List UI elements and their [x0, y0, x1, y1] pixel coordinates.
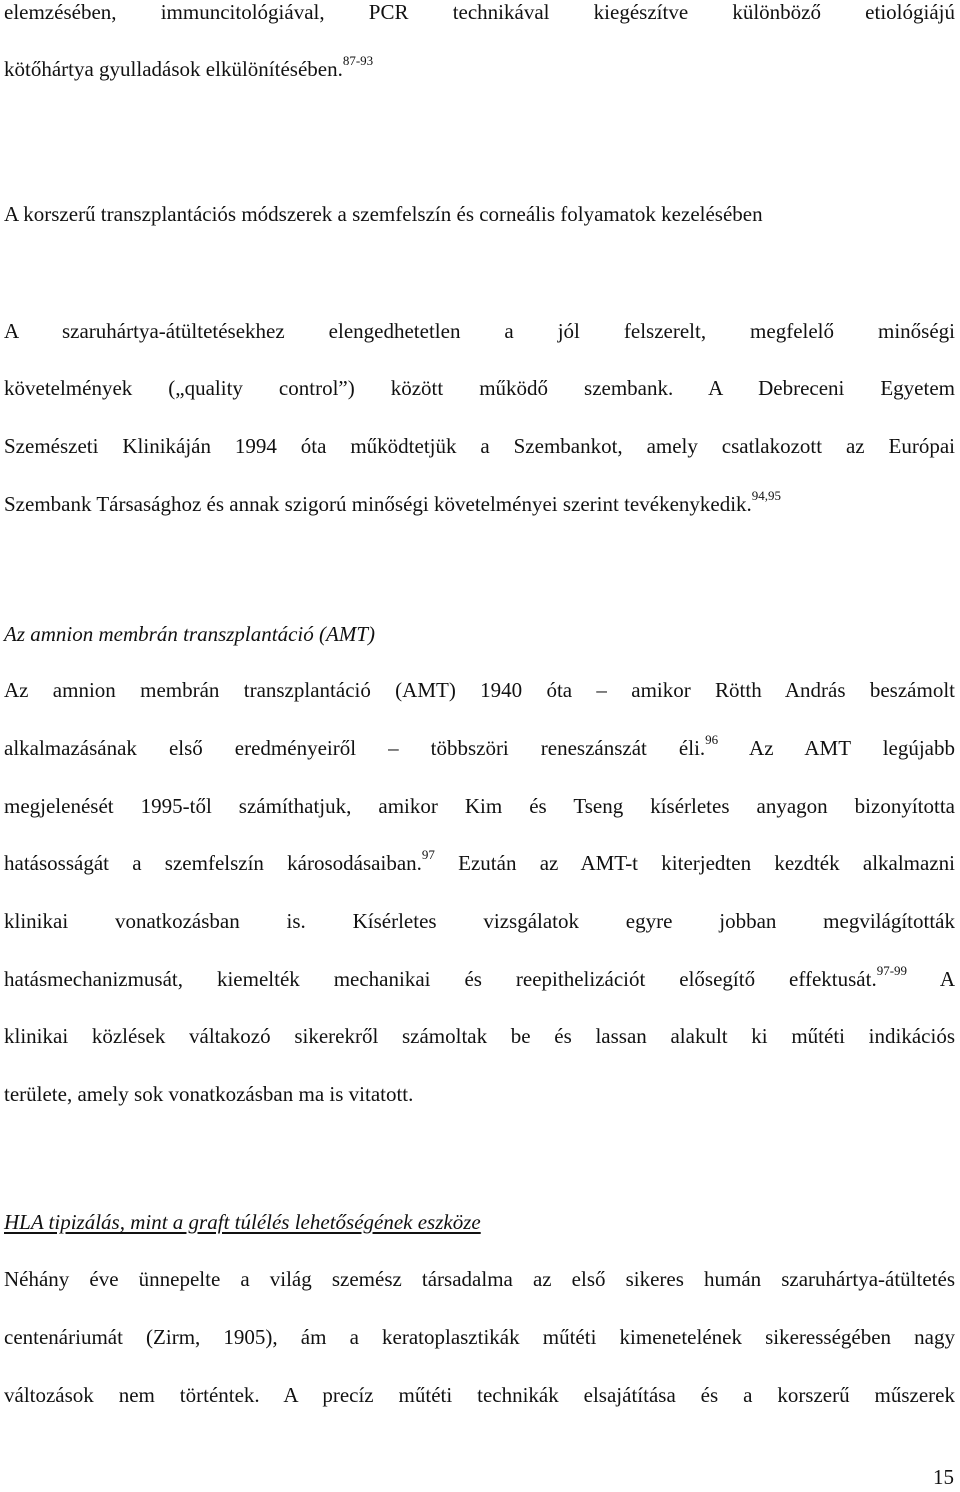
reference-superscript: 94,95: [751, 488, 782, 503]
body-text-line: hatásosságát a szemfelszín károsodásaiban.$^{97}$ Ezután az AMT-t kiterjedten kezdték alkalmazni: [4, 847, 955, 875]
body-text-line: klinikai közlések váltakozó sikerekről számoltak be és lassan alakult ki műtéti indikációs: [4, 1024, 955, 1048]
reference-superscript: 96: [705, 732, 719, 747]
body-text-line: Néhány éve ünnepelte a világ szemész társadalma az első sikeres humán szaruhártya-átültetés: [4, 1267, 955, 1291]
reference-superscript: 97: [421, 847, 435, 862]
section-heading-italic-underlined: HLA tipizálás, mint a graft túlélés lehetőségének eszköze: [4, 1210, 481, 1234]
body-text-line: Szemészeti Klinikáján 1994 óta működtetjük a Szembankot, amely csatlakozott az Európai: [4, 434, 955, 458]
body-text-line: Szembank Társasághoz és annak szigorú minőségi követelményei szerint tevékenykedik.$^{94,95}$: [4, 488, 782, 516]
body-text-line: klinikai vonatkozásban is. Kísérletes vizsgálatok egyre jobban megvilágították: [4, 909, 955, 933]
reference-superscript: 97-99: [876, 963, 908, 978]
body-text-line: követelmények („quality control”) között működő szembank. A Debreceni Egyetem: [4, 376, 955, 400]
body-text-line: megjelenését 1995-től számíthatjuk, amikor Kim és Tseng kísérletes anyagon bizonyította: [4, 794, 955, 818]
body-text-line: hatásmechanizmusát, kiemelték mechanikai és reepithelizációt elősegítő effektusát.$^{97-99}$ A: [4, 963, 955, 991]
body-text-line: területe, amely sok vonatkozásban ma is vitatott.: [4, 1082, 414, 1106]
body-text-line: kötőhártya gyulladások elkülönítésében.$^{87-93}$: [4, 53, 374, 81]
body-text-line: alkalmazásának első eredményeiről – többszöri reneszánszát éli.$^{96}$ Az AMT legújabb: [4, 732, 956, 760]
body-text-line: centenáriumát (Zirm, 1905), ám a keratoplasztikák műtéti kimenetelének sikerességében nagy: [4, 1325, 955, 1349]
body-text-line: Az amnion membrán transzplantáció (AMT) 1940 óta – amikor Rötth András beszámolt: [4, 678, 955, 702]
reference-superscript: 87-93: [342, 53, 374, 68]
page-number: 15: [933, 1465, 954, 1489]
section-heading-italic: Az amnion membrán transzplantáció (AMT): [4, 622, 375, 646]
section-heading: A korszerű transzplantációs módszerek a szemfelszín és corneális folyamatok kezelésében: [4, 202, 763, 226]
body-text-line: változások nem történtek. A precíz műtéti technikák elsajátítása és a korszerű műszerek: [4, 1383, 955, 1407]
body-text-line: A szaruhártya-átültetésekhez elengedhetetlen a jól felszerelt, megfelelő minőségi: [4, 319, 955, 343]
body-text-line: elemzésében, immuncitológiával, PCR technikával kiegészítve különböző etiológiájú: [4, 0, 955, 24]
